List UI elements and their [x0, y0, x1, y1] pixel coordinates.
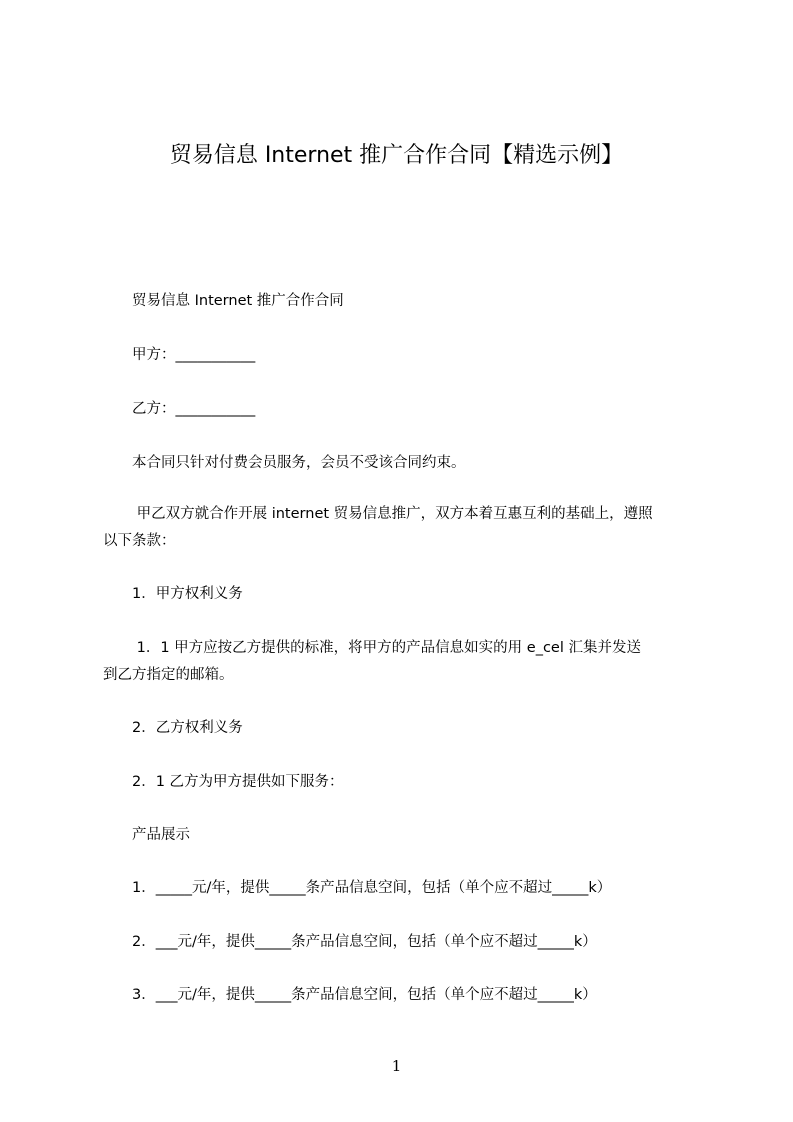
party-b-line: 乙方：___________	[103, 401, 256, 417]
preamble-line-2: 以下条款：	[103, 533, 176, 549]
clause-1-1-line-2: 到乙方指定的邮箱。	[103, 667, 234, 683]
document-title: 贸易信息 Internet 推广合作合同【精选示例】	[169, 143, 624, 168]
page-number: 1	[391, 1057, 402, 1075]
scope-note: 本合同只针对付费会员服务，会员不受该合同约束。	[103, 455, 466, 471]
contract-heading: 贸易信息 Internet 推广合作合同	[103, 293, 344, 309]
section-1-heading: 1．甲方权利义务	[103, 586, 243, 602]
party-a-line: 甲方：___________	[103, 347, 256, 363]
preamble-line-1: 甲乙双方就合作开展 internet 贸易信息推广，双方本着互惠互利的基础上，遵照	[103, 506, 653, 522]
clause-1-1-line-1: 1．1 甲方应按乙方提供的标准，将甲方的产品信息如实的用 e_cel 汇集并发送	[103, 640, 641, 656]
plan-item-2: 2．___元/年，提供_____条产品信息空间，包括（单个应不超过_____k）	[103, 934, 597, 950]
product-display-heading: 产品展示	[103, 827, 190, 843]
plan-item-3: 3．___元/年，提供_____条产品信息空间，包括（单个应不超过_____k）	[103, 987, 597, 1003]
plan-item-1: 1．_____元/年，提供_____条产品信息空间，包括（单个应不超过_____k）	[103, 880, 612, 896]
section-2-heading: 2．乙方权利义务	[103, 720, 243, 736]
clause-2-1: 2．1 乙方为甲方提供如下服务：	[103, 774, 344, 790]
